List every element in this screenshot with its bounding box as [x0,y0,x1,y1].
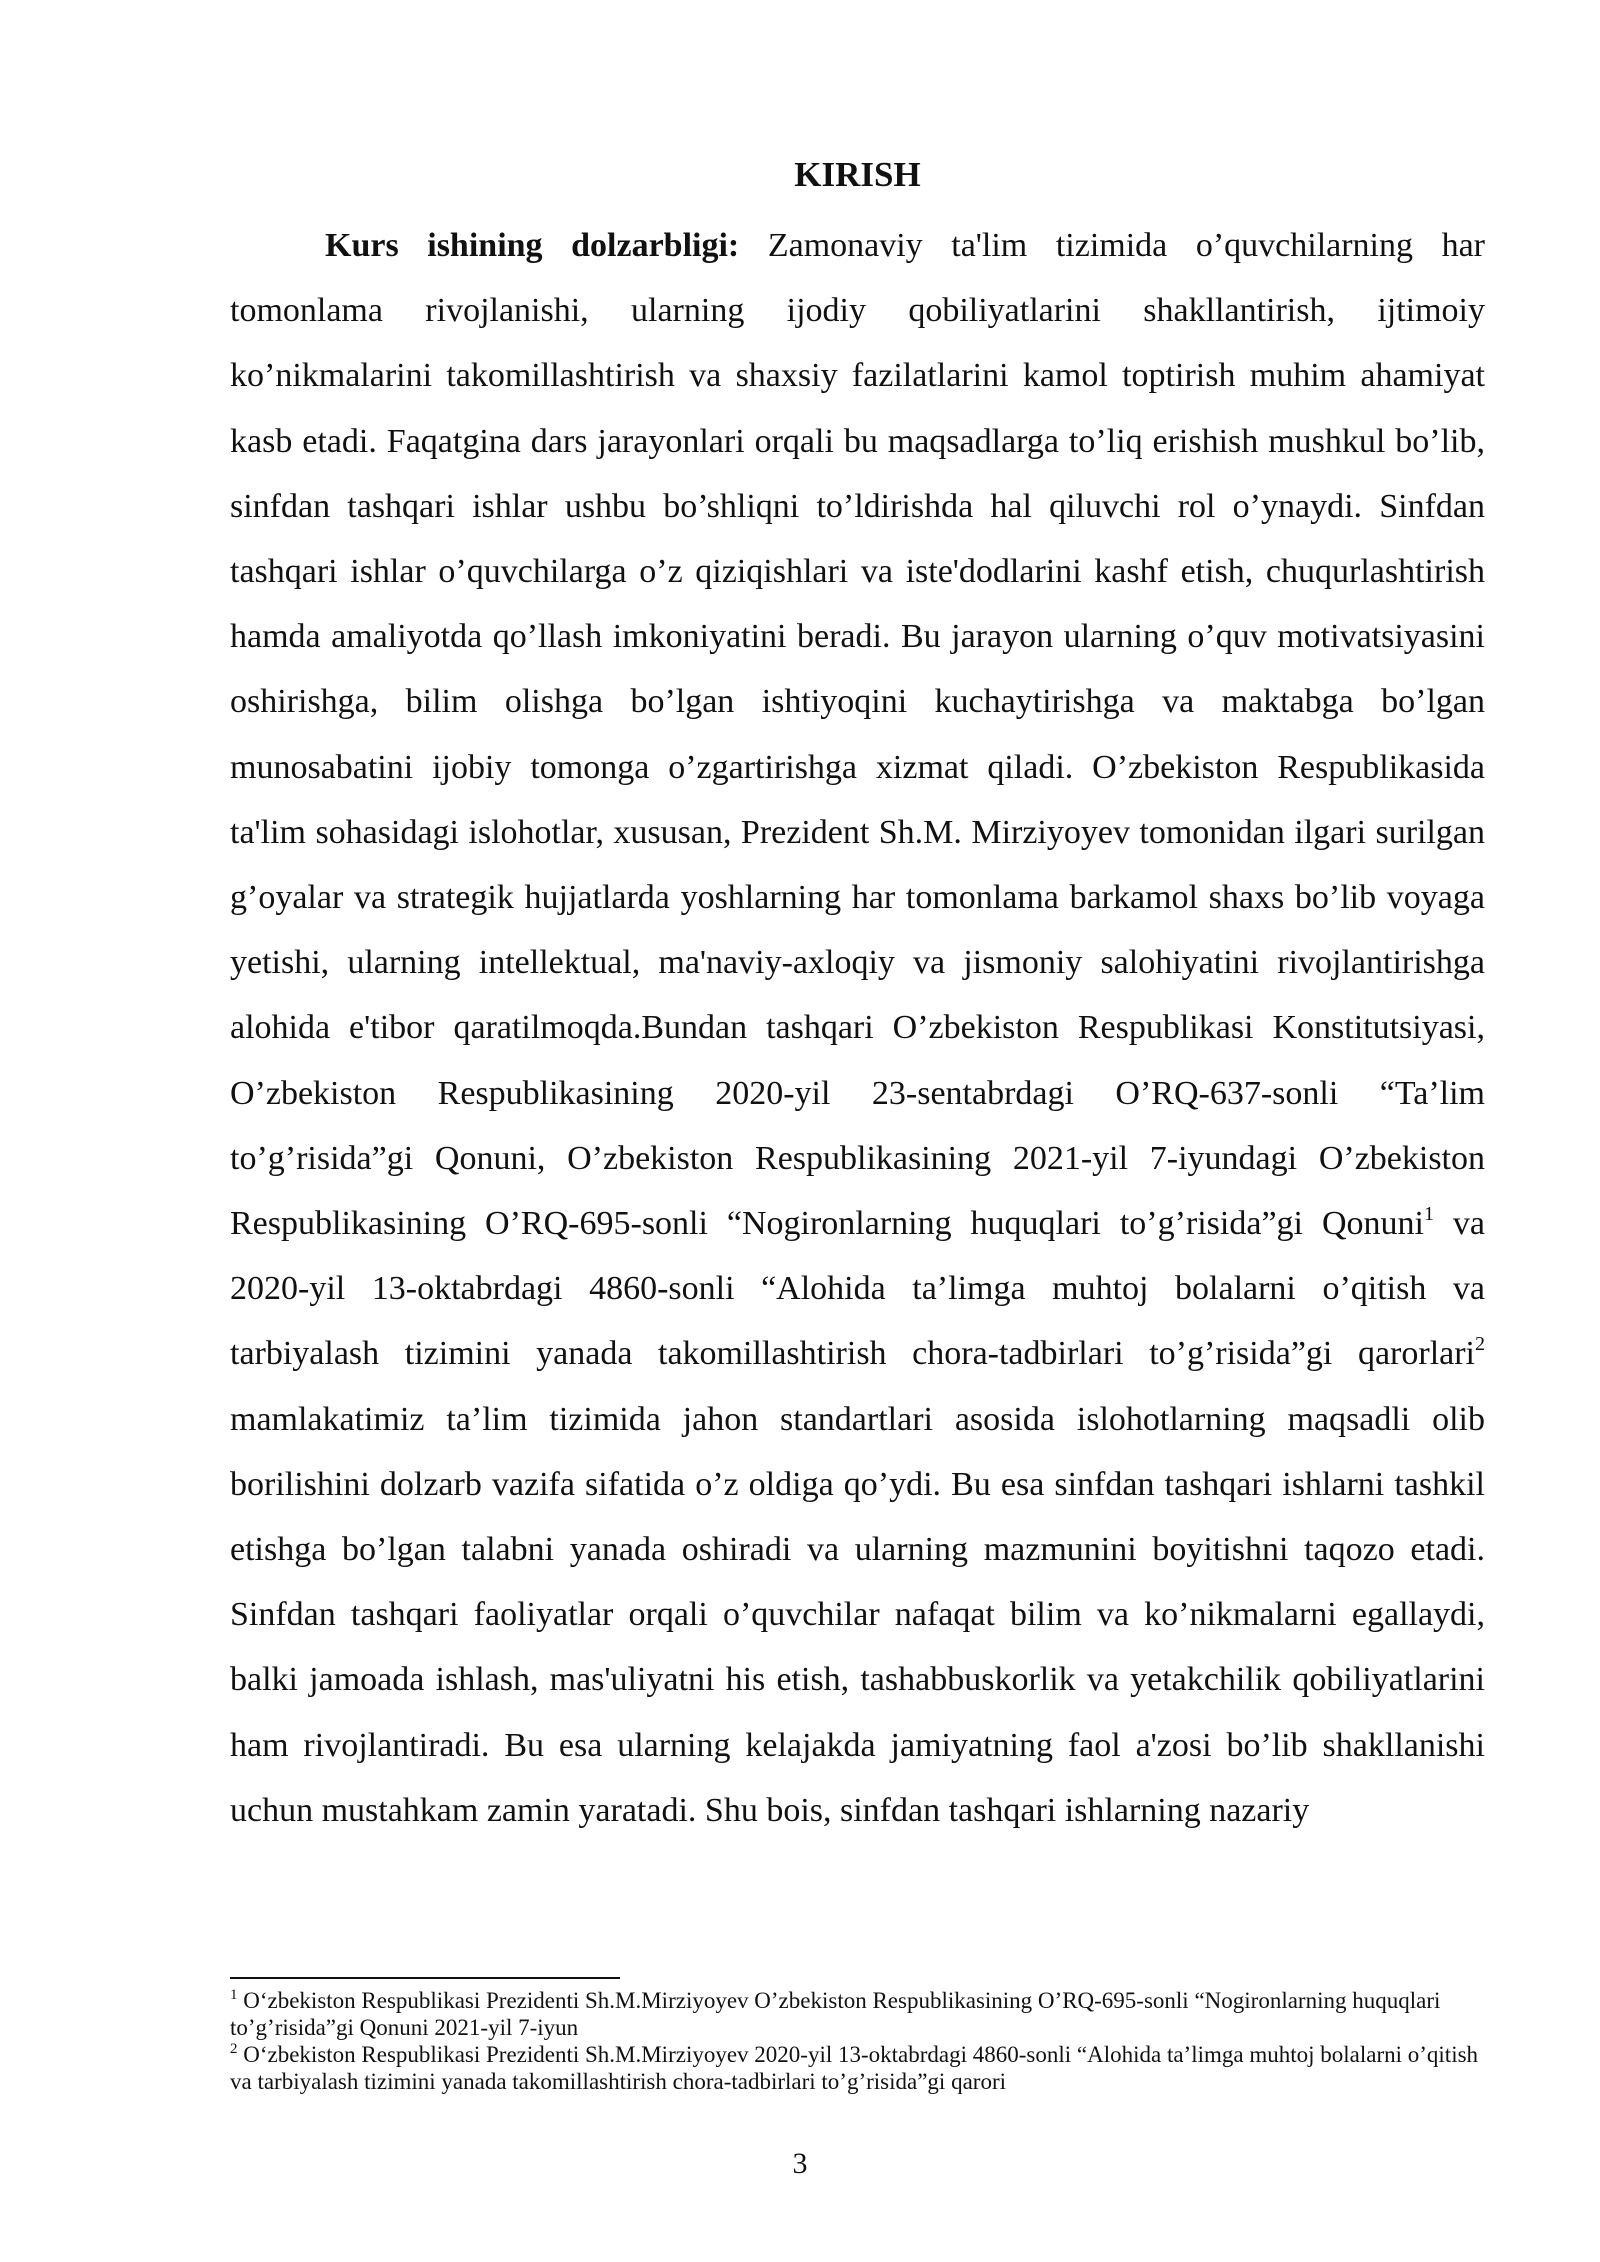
paragraph-text-part2: va 2020-yil 13-oktabrdagi 4860-sonli “Alohida ta’limga muhtoj bolalarni o’qitish va tarbiyalash tizimini yanada takomillashtirish chora-tadbirlari to’g’risida”gi qarorlari [230,1205,1485,1373]
footnote-separator [230,1977,620,1979]
footnote-number-2: 2 [230,2041,238,2057]
footnote-2 [230,2041,1480,2095]
body-text [230,213,1485,1843]
paragraph-text-part3: mamlakatimiz ta’lim tizimida jahon standartlari asosida islohotlarning maqsadli olib borilishini dolzarb vazifa sifatida o’z oldiga qo’ydi. Bu esa sinfdan tashqari ishlarni tashkil etishga bo’lgan talabni yanada oshiradi va ularning mazmunini boyitishni taqozo etadi. Sinfdan tashqari faoliyatlar orqali o’quvchilar nafaqat bilim va ko’nikmalarni egallaydi, balki jamoada ishlash, mas'uliyatni his etish, tashabbuskorlik va yetakchilik qobiliyatlarini ham rivojlantiradi. Bu esa ularning kelajakda jamiyatning faol a'zosi bo’lib shakllanishi uchun mustahkam zamin yaratadi. Shu bois, sinfdan tashqari ishlarning nazariy [230,1400,1485,1829]
footnote-reference-1[interactable]: 1 [1423,1203,1434,1226]
intro-paragraph [230,213,1485,1843]
footnote-reference-2[interactable]: 2 [1475,1333,1485,1356]
lead-label: Kurs ishining dolzarbligi: [325,227,740,264]
footnote-text-1: O‘zbekiston Respublikasi Prezidenti Sh.M.Mirziyoyev O’zbekiston Respublikasining O’RQ-695-sonli “Nogironlarning huquqlari to’g’risida”gi Qonuni 2021-yil 7-iyun [230,1988,1441,2040]
footnote-text-2: O‘zbekiston Respublikasi Prezidenti Sh.M.Mirziyoyev 2020-yil 13-oktabrdagi 4860-sonli “Alohida ta’limga muhtoj bolalarni o’qitish va tarbiyalash tizimini yanada takomillashtirish chora-tadbirlari to’g’risida”gi qarori [230,2042,1479,2094]
footnote-number-1: 1 [230,1987,238,2003]
footnote-1 [230,1987,1480,2041]
footnotes [230,1987,1480,2095]
paragraph-text-part1: Zamonaviy ta'lim tizimida o’quvchilarning har tomonlama rivojlanishi, ularning ijodiy qobiliyatlarini shakllantirish, ijtimoiy ko’nikmalarini takomillashtirish va shaxsiy fazilatlarini kamol toptirish muhim ahamiyat kasb etadi. Faqatgina dars jarayonlari orqali bu maqsadlarga to’liq erishish mushkul bo’lib, sinfdan tashqari ishlar ushbu bo’shliqni to’ldirishda hal qiluvchi rol o’ynaydi. Sinfdan tashqari ishlar o’quvchilarga o’z qiziqishlari va iste'dodlarini kashf etish, chuqurlashtirish hamda amaliyotda qo’llash imkoniyatini beradi. Bu jarayon ularning o’quv motivatsiyasini oshirishga, bilim olishga bo’lgan ishtiyoqini kuchaytirishga va maktabga bo’lgan munosabatini ijobiy tomonga o’zgartirishga xizmat qiladi. O’zbekiston Respublikasida ta'lim sohasidagi islohotlar, xususan, Prezident Sh.M. Mirziyoyev tomonidan ilgari surilgan g’oyalar va strategik hujjatlarda yoshlarning har tomonlama barkamol shaxs bo’lib voyaga yetishi, ularning intellektual, ma'naviy-axloqiy va jismoniy salohiyatini rivojlantirishga alohida e'tibor qaratilmoqda.Bundan tashqari O’zbekiston Respublikasi Konstitutsiyasi, O’zbekiston Respublikasining 2020-yil 23-sentabrdagi O’RQ-637-sonli “Ta’lim to’g’risida”gi Qonuni, O’zbekiston Respublikasining 2021-yil 7-iyundagi O’zbekiston Respublikasining O’RQ-695-sonli “Nogironlarning huquqlari to’g’risida”gi Qonuni [230,227,1485,1243]
page-title: KIRISH [794,155,921,194]
page-number: 3 [792,2147,808,2180]
